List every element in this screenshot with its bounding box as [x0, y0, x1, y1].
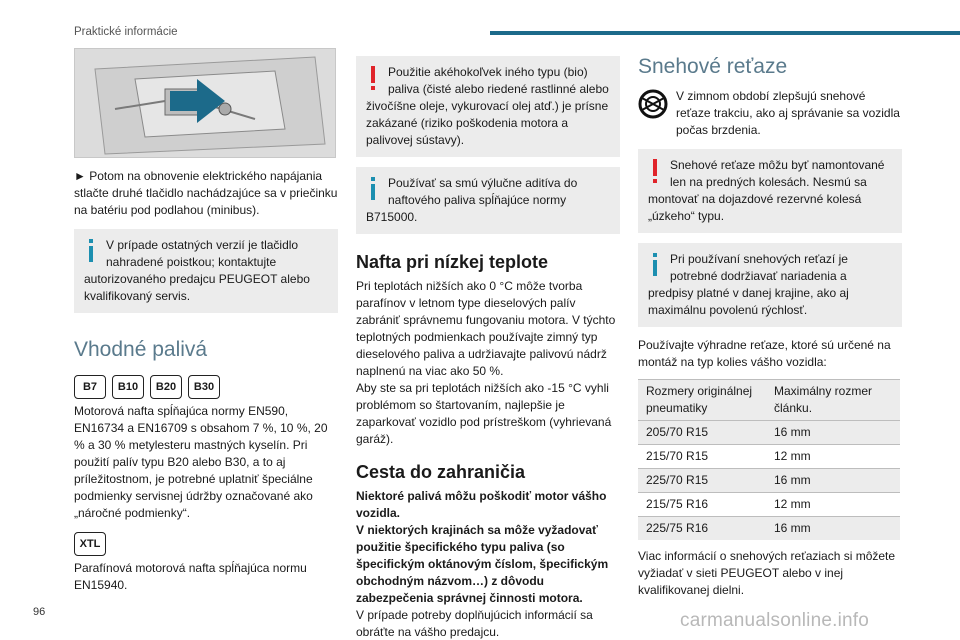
table-row	[638, 517, 900, 541]
table-row	[638, 493, 900, 517]
abroad-bold-2: V niektorých krajinách sa môže vyžadovať použitie špecifického typu paliva (so špecifickým oktánovým číslom, špecifickým obchodným názvom…) z dôvodu zabezpečenia správnej činnosti motora.	[356, 523, 609, 605]
table-cell: 215/70 R15	[638, 445, 766, 469]
fuel-badges	[74, 375, 338, 399]
cold-diesel-text-2: Aby ste sa pri teplotách nižších ako -15 °C vyhli problémom so štartovaním, najlepšie je zaparkovať vozidlo pod prístreškom (vyhrievaná garáž).	[356, 381, 612, 446]
info-box-additives	[356, 167, 620, 234]
table-row	[638, 421, 900, 445]
compartment-drawing	[75, 49, 336, 158]
running-header: Praktické informácie	[74, 26, 178, 38]
chain-intro-text: V zimnom období zlepšujú snehové reťaze trakciu, ako aj správanie sa vozidla počas brzdenia.	[676, 89, 900, 137]
abroad-text: V prípade potreby doplňujúcich informácií sa obráťte na vášho predajcu.	[356, 608, 593, 639]
watermark: carmanualsonline.info	[680, 610, 870, 631]
section-title-snow-chains: Snehové reťaze	[638, 55, 788, 78]
info-box-additives-text: Používať sa smú výlučne aditíva do naftového paliva spĺňajúce normy B715000.	[366, 176, 578, 224]
warning-icon	[366, 66, 380, 96]
battery-compartment-illustration	[74, 48, 336, 158]
warning-box-biofuel	[356, 56, 620, 157]
table-cell: 205/70 R15	[638, 421, 766, 445]
chains-more-info: Viac informácií o snehových reťaziach si môžete vyžiadať v sieti PEUGEOT alebo v inej kvalifikovanej dielni.	[638, 549, 896, 597]
table-cell: 16 mm	[766, 421, 900, 445]
table-row	[638, 445, 900, 469]
xtl-description: Parafínová motorová nafta spĺňajúca normu EN15940.	[74, 561, 307, 592]
chain-size-table	[638, 379, 900, 540]
table-header-cell: Rozmery originálnej pneumatiky	[638, 380, 766, 421]
fuel-badge-b7: B7	[74, 375, 106, 399]
table-cell: 225/70 R15	[638, 469, 766, 493]
step-text: ► Potom na obnovenie elektrického napájania stlačte druhé tlačidlo nachádzajúce sa v priečinku na batériu pod podlahou (minibus).	[74, 169, 338, 217]
table-cell: 16 mm	[766, 469, 900, 493]
warning-box-biofuel-text: Použitie akéhokoľvek iného typu (bio) paliva (čisté alebo riedené rastlinné alebo živočíšne oleje, vykurovací olej atď.) je prísne zakázané (riziko poškodenia motora a palivovej sústavy).	[366, 65, 609, 147]
info-icon	[648, 253, 662, 283]
info-box-chains-text: Pri používaní snehových reťazí je potrebné dodržiavať nariadenia a predpisy platné v danej krajine, ako aj maximálnu povolenú rýchlosť.	[648, 252, 849, 317]
page-number: 96	[33, 606, 46, 618]
section-title-abroad: Cesta do zahraničia	[356, 462, 526, 482]
table-cell: 12 mm	[766, 445, 900, 469]
fuel-badge-b10: B10	[112, 375, 144, 399]
cold-diesel-text: Pri teplotách nižších ako 0 °C môže tvorba parafínov v letnom type dieselových palív zabrániť správnemu fungovaniu motora. V týchto teplotných podmienkach používajte zimný typ dieselového paliva a udržiavajte palivovú nádrž naplnenú na viac ako 50 %.	[356, 279, 616, 378]
fuel-badge-b30: B30	[188, 375, 220, 399]
warning-icon	[648, 159, 662, 189]
column-right	[638, 48, 902, 599]
column-middle	[356, 48, 620, 640]
info-icon	[84, 239, 98, 269]
table-row	[638, 469, 900, 493]
abroad-bold-1: Niektoré palivá môžu poškodiť motor vášho vozidla.	[356, 489, 607, 520]
info-box-fuse	[74, 229, 338, 313]
xtl-badge-row	[74, 532, 338, 556]
table-cell: 215/75 R16	[638, 493, 766, 517]
fuel-badge-b20: B20	[150, 375, 182, 399]
table-cell: 12 mm	[766, 493, 900, 517]
info-box-fuse-text: V prípade ostatných verzií je tlačidlo nahradené poistkou; kontaktujte autorizovaného predajcu PEUGEOT alebo kvalifikovaný servis.	[84, 238, 310, 303]
warning-box-chains-text: Snehové reťaze môžu byť namontované len na predných kolesách. Nesmú sa montovať na dojazdové rezervné kolesá „úzkeho“ typu.	[648, 158, 885, 223]
fuel-badge-xtl: XTL	[74, 532, 106, 556]
fuel-description: Motorová nafta spĺňajúca normy EN590, EN16734 a EN16709 s obsahom 7 %, 10 %, 20 % a 30 % metylesteru mastných kyselín. Pri použití palív typu B20 alebo B30, a to aj príležitostnom, je potrebné uplatniť špeciálne podmienky servisnej údržby označované ako „náročné podmienky“.	[74, 404, 328, 520]
table-cell: 16 mm	[766, 517, 900, 541]
section-title-cold-diesel: Nafta pri nízkej teplote	[356, 252, 549, 272]
chains-usage-text: Používajte výhradne reťaze, ktoré sú určené na montáž na typ kolies vášho vozidla:	[638, 338, 891, 369]
table-header-cell: Maximálny rozmer článku.	[766, 380, 900, 421]
section-title-fuels: Vhodné palivá	[74, 338, 208, 361]
chain-intro	[638, 88, 902, 139]
info-icon	[366, 177, 380, 207]
header-accent-bar	[490, 31, 960, 35]
warning-box-chains	[638, 149, 902, 233]
info-box-chains	[638, 243, 902, 327]
table-cell: 225/75 R16	[638, 517, 766, 541]
snow-chain-icon	[638, 88, 668, 120]
table-header-row	[638, 380, 900, 421]
column-left	[74, 48, 338, 594]
